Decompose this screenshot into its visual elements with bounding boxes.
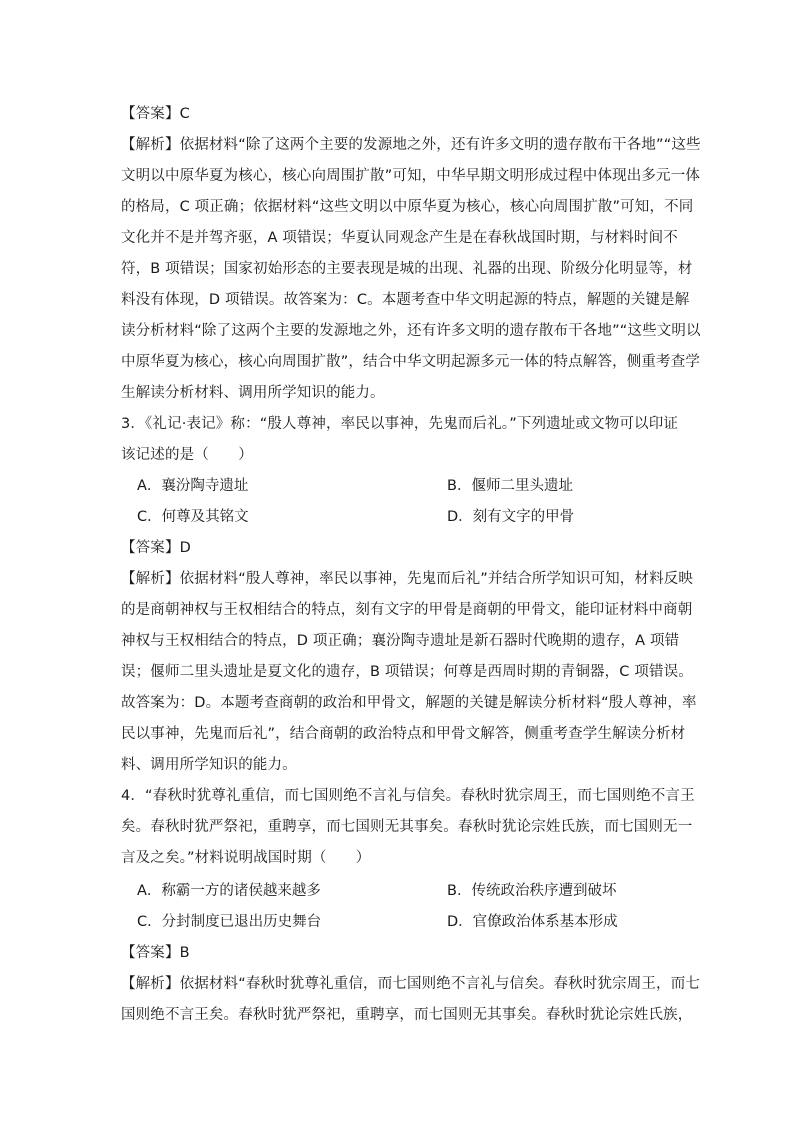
q3-option-a: A．襄汾陶寺遗址 [137,478,249,494]
analysis-line: 料、调用所学知识的能力。 [121,757,297,773]
analysis-line: 读分析材料“除了这两个主要的发源地之外，还有许多文明的遗存散布干各地”“这些文明以 [121,323,701,339]
answer-label: 【答案】B [121,945,190,961]
analysis-line: 误；偃师二里头遗址是夏文化的遗存，B 项错误；何尊是西周时期的青铜器，C 项错误。 [121,664,693,680]
question-3-stem: 该记述的是（ ） [121,447,253,463]
q3-option-b: B．偃师二里头遗址 [447,478,573,494]
q3-option-c: C．何尊及其铭文 [137,509,249,525]
question-4-stem: 言及之矣。”材料说明战国时期（ ） [121,850,371,866]
analysis-line: 的格局，C 项正确；依据材料“这些文明以中原华夏为核心，核心向周围扩散”可知，不同 [121,199,694,215]
q4-option-a: A．称霸一方的诸侯越来越多 [137,883,321,899]
analysis-line: 故答案为：D。本题考查商朝的政治和甲骨文，解题的关键是解读分析材料“殷人尊神，率 [121,695,697,711]
analysis-line: 【解析】依据材料“殷人尊神，率民以事神，先鬼而后礼”并结合所学知识可知，材料反映 [121,571,694,587]
analysis-line: 民以事神，先鬼而后礼”，结合商朝的政治特点和甲骨文解答，侧重考查学生解读分析材 [121,726,686,742]
analysis-line: 神权与王权相结合的特点，D 项正确；襄汾陶寺遗址是新石器时代晚期的遗存，A 项错 [121,633,680,649]
analysis-line: 符，B 项错误；国家初始形态的主要表现是城的出现、礼器的出现、阶级分化明显等，材 [121,261,693,277]
analysis-line: 【解析】依据材料“春秋时犹尊礼重信，而七国则绝不言礼与信矣。春秋时犹宗周王，而七 [121,976,701,992]
q3-option-d: D．刻有文字的甲骨 [447,509,575,525]
q4-option-d: D．官僚政治体系基本形成 [447,914,618,930]
q4-option-b: B．传统政治秩序遭到破坏 [447,883,617,899]
analysis-line: 国则绝不言王矣。春秋时犹严祭祀，重聘享，而七国则无其事矣。春秋时犹论宗姓氏族， [121,1007,693,1023]
analysis-line: 文明以中原华夏为核心，核心向周围扩散”可知，中华早期文明形成过程中体现出多元一体 [121,168,701,184]
analysis-line: 中原华夏为核心，核心向周围扩散”，结合中华文明起源多元一体的特点解答，侧重考查学 [121,354,701,370]
answer-label: 【答案】D [121,540,191,556]
analysis-line: 【解析】依据材料“除了这两个主要的发源地之外，还有许多文明的遗存散布干各地”“这些 [121,137,701,153]
question-4-stem: 矣。春秋时犹严祭祀，重聘享，而七国则无其事矣。春秋时犹论宗姓氏族，而七国则无一 [121,819,693,835]
question-4-stem: 4．“春秋时犹尊礼重信，而七国则绝不言礼与信矣。春秋时犹宗周王，而七国则绝不言王 [121,788,695,804]
analysis-line: 的是商朝神权与王权相结合的特点，刻有文字的甲骨是商朝的甲骨文，能印证材料中商朝 [121,602,693,618]
analysis-line: 文化并不是并驾齐驱，A 项错误；华夏认同观念产生是在春秋战国时期，与材料时间不 [121,230,678,246]
analysis-line: 生解读分析材料、调用所学知识的能力。 [121,385,385,401]
answer-label: 【答案】C [121,106,190,122]
analysis-line: 料没有体现，D 项错误。故答案为：C。本题考查中华文明起源的特点，解题的关键是解 [121,292,690,308]
q4-option-c: C．分封制度已退出历史舞台 [137,914,322,930]
question-3-stem: 3．《礼记·表记》称：“殷人尊神，率民以事神，先鬼而后礼。”下列遗址或文物可以印证 [121,416,679,432]
